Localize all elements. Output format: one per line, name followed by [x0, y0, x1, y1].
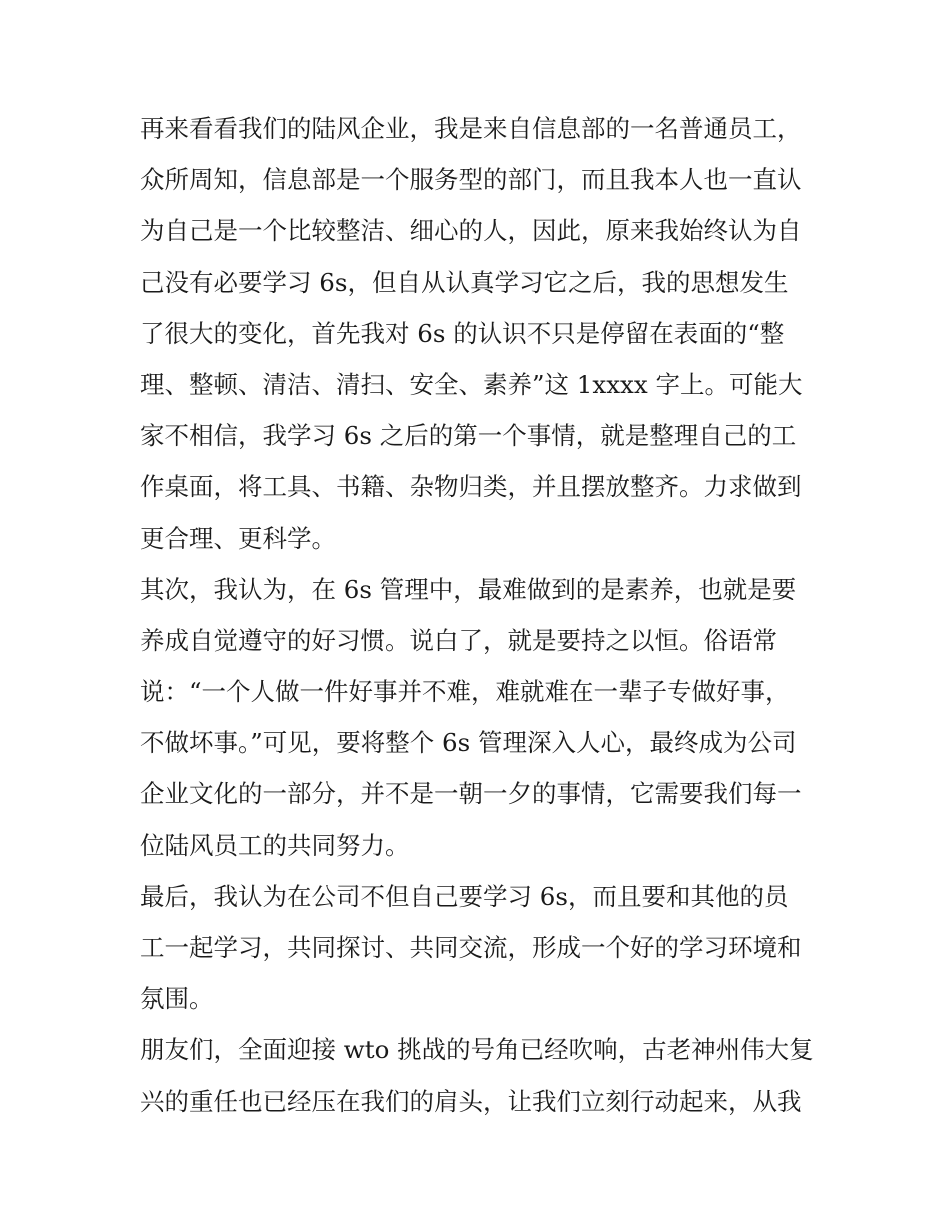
text-line: 养成自觉遵守的好习惯。说白了，就是要持之以恒。俗语常: [140, 625, 777, 655]
text-line: 位陆风员工的共同努力。: [140, 830, 410, 860]
text-line: 了很大的变化，首先我对 6s 的认识不只是停留在表面的“整: [140, 318, 785, 348]
text-line: 再来看看我们的陆风企业，我是来自信息部的一名普通员工，: [140, 114, 802, 143]
document-body: [140, 103, 816, 1127]
text-line: 作桌面，将工具、书籍、杂物归类，并且摆放整齐。力求做到: [140, 472, 802, 502]
text-line: 理、整顿、清洁、清扫、安全、素养”这 1xxxx 字上。可能大: [140, 369, 803, 399]
text-line: 众所周知，信息部是一个服务型的部门，而且我本人也一直认: [140, 165, 802, 195]
text-line: 己没有必要学习 6s，但自从认真学习它之后，我的思想发生: [140, 267, 789, 297]
text-line: 说：“一个人做一件好事并不难，难就难在一辈子专做好事，: [140, 677, 790, 707]
text-line: 家不相信，我学习 6s 之后的第一个事情，就是整理自己的工: [140, 421, 797, 451]
text-line: 朋友们，全面迎接 wto 挑战的号角已经吹响，古老神州伟大复: [140, 1035, 814, 1065]
text-line: 兴的重任也已经压在我们的肩头，让我们立刻行动起来，从我: [140, 1086, 802, 1116]
text-line: 工一起学习，共同探讨、共同交流，形成一个好的学习环境和: [140, 933, 802, 962]
text-line: 企业文化的一部分，并不是一朝一夕的事情，它需要我们每一: [140, 779, 802, 809]
text-line: 不做坏事。”可见，要将整个 6s 管理深入人心，最终成为公司: [140, 728, 797, 758]
text-line: 其次，我认为，在 6s 管理中，最难做到的是素养，也就是要: [140, 574, 797, 604]
text-line: 更合理、更科学。: [140, 523, 336, 553]
text-line: 最后，我认为在公司不但自己要学习 6s，而且要和其他的员: [140, 881, 789, 911]
text-line: 氛围。: [140, 984, 214, 1014]
text-line: 为自己是一个比较整洁、细心的人，因此，原来我始终认为自: [140, 216, 802, 246]
